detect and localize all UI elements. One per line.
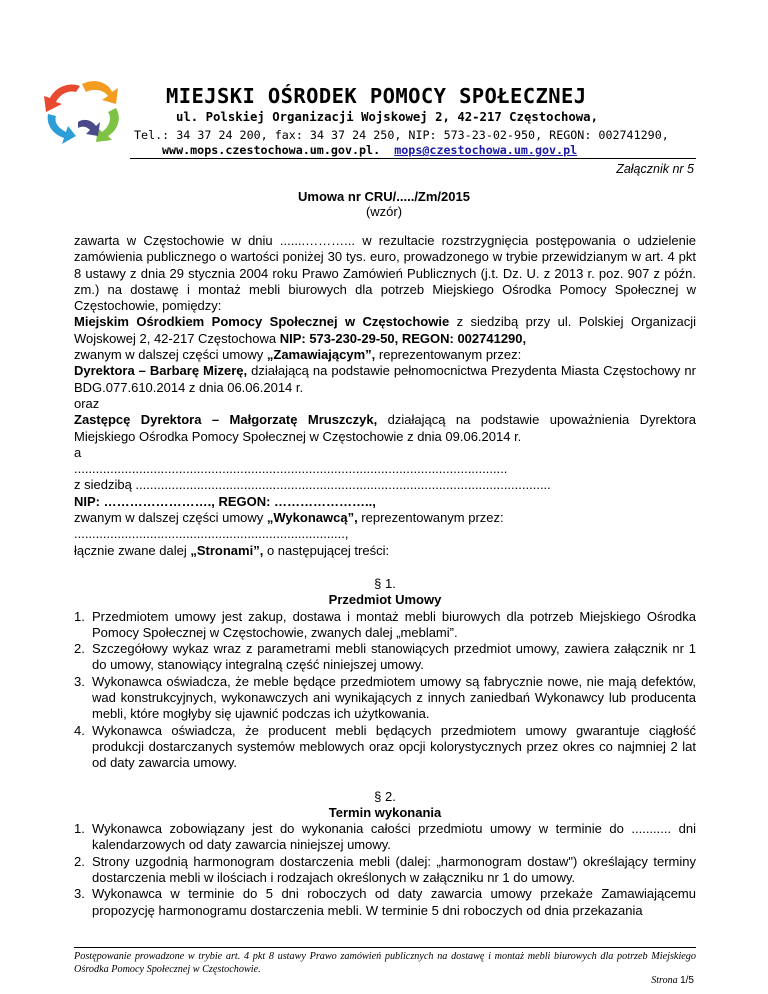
party1-name: Miejskim Ośrodkiem Pomocy Społecznej w Częstochowie xyxy=(74,314,450,330)
header-divider xyxy=(130,158,696,159)
party1-paragraph xyxy=(74,314,696,347)
list-item: 4. Wykonawca oświadcza, że producent mebli będących przedmiotem umowy gwarantuje ciągłość produkcji dostarczanych systemów meblowych oraz opcji kolorystycznych przez okres co najmniej 2 lat od daty zawarcia umowy. xyxy=(74,722,696,771)
mops-logo xyxy=(42,78,124,144)
footer-note: Postępowanie prowadzone w trybie art. 4 pkt 8 ustawy Prawo zamówień publicznych na dostawę i montaż mebli biurowych dla potrzeb Miejskiego Ośrodka Pomocy Społecznej w Częstochowie. xyxy=(74,951,696,975)
footer-divider xyxy=(74,947,696,948)
list-item: 1. Wykonawca zobowiązany jest do wykonania całości przedmiotu umowy w terminie do ........... dni kalendarzowych od daty zawarcia niniejszej umowy. xyxy=(74,821,696,853)
contract-body xyxy=(74,233,696,919)
list-item: 3. Wykonawca oświadcza, że meble będące przedmiotem umowy są fabrycznie nowe, nie mają defektów, wad konstrukcyjnych, wykonawczych ani wynikających z innych zaniedbań Wykonawcy lub producenta mebli, które mogłyby się ujawnić podczas ich użytkowania. xyxy=(74,673,696,722)
rep2-name: Zastępcę Dyrektora – Małgorzatę Mruszczyk, xyxy=(74,412,378,428)
org-contact: Tel.: 34 37 24 200, fax: 34 37 24 250, NIP: 573-23-02-950, REGON: 002741290, xyxy=(134,128,669,142)
rep1-name: Dyrektora – Barbarę Mizerę, xyxy=(74,363,248,379)
contractor-nip-regon-blank: NIP: ……………………., REGON: ………………….., xyxy=(74,493,376,509)
contract-title: Umowa nr CRU/...../Zm/2015 xyxy=(298,189,470,204)
section-title: Termin wykonania xyxy=(328,804,442,820)
rep2-paragraph: Zastępcę Dyrektora – Małgorzatę Mruszczyk, działającą na podstawie upoważnienia Dyrektora Miejskiego Ośrodka Pomocy Społecznej w Częstochowie z dnia 09.06.2014 r. xyxy=(74,412,696,444)
logo-arrow-orange xyxy=(82,81,118,104)
oraz-text: oraz xyxy=(74,395,100,411)
page-number: Strona 1/5 xyxy=(651,975,694,986)
org-web-line xyxy=(162,143,577,157)
list-item: 3. Wykonawca w terminie do 5 dni roboczych od daty zawarcia umowy przekaże Zamawiającemu propozycję harmonogramu dostarczenia mebli. W terminie 5 dni roboczych od dnia przekazania xyxy=(74,886,696,918)
org-address: ul. Polskiej Organizacji Wojskowej 2, 42-217 Częstochowa, xyxy=(176,110,598,124)
org-name: MIEJSKI OŚRODEK POMOCY SPOŁECZNEJ xyxy=(166,84,587,108)
section-items xyxy=(74,821,696,919)
jointly-text: łącznie zwane dalej „Stronami”, o następującej treści: xyxy=(74,542,390,558)
contractor-rep-blank: ..........................................................................., xyxy=(74,526,349,542)
org-email-link[interactable]: mops@czestochowa.um.gov.pl xyxy=(394,143,578,157)
list-item: 2. Szczegółowy wykaz wraz z parametrami mebli stanowiących przedmiot umowy, zawiera załącznik nr 1 do umowy, stanowiący integralną część niniejszej umowy. xyxy=(74,641,696,673)
section-items xyxy=(74,609,696,772)
party1-called: zwanym w dalszej części umowy „Zamawiającym”, reprezentowanym przez: xyxy=(74,347,522,363)
section-number: § 2. xyxy=(374,788,396,804)
section-number: § 1. xyxy=(374,575,396,591)
contractor-name-blank: ........................................................................................................................ xyxy=(74,461,508,477)
intro-paragraph: zawarta w Częstochowie w dniu .......………... w rezultacie rozstrzygnięcia postępowania o udzielenie zamówienia publicznego o wartości poniżej 30 tys. euro, prowadzonego w trybie przewidzianym w art. 4 pkt 8 ustawy z dnia 29 stycznia 2004 roku Prawo Zamówień Publicznych (j.t. Dz. U. z 2013 r. poz. 907 z późn. zm.) na dostawę i montaż mebli biurowych dla potrzeb Miejskiego Ośrodka Pomocy Społecznej w Częstochowie, pomiędzy: xyxy=(74,233,696,314)
section-title: Przedmiot Umowy xyxy=(328,592,442,608)
org-website-link[interactable]: www.mops.czestochowa.um.gov.pl. xyxy=(162,143,381,157)
contract-subtitle: (wzór) xyxy=(365,204,403,219)
list-item: 1. Przedmiotem umowy jest zakup, dostawa i montaż mebli biurowych dla potrzeb Miejskiego Ośrodka Pomocy Społecznej w Częstochowie, zwanych dalej „meblami”. xyxy=(74,608,696,640)
a-text: a xyxy=(74,444,82,460)
party1-nip-regon: NIP: 573-230-29-50, REGON: 002741290, xyxy=(279,330,527,346)
logo-arrow-blue xyxy=(48,114,76,144)
contractor-seat-blank: z siedzibą ................................................................................................................... xyxy=(74,477,551,493)
logo-arrow-navy xyxy=(78,120,100,136)
list-item: 2. Strony uzgodnią harmonogram dostarczenia mebli (dalej: „harmonogram dostaw") określający terminy dostarczenia mebli w ilościach i rodzajach określonych w załączniku nr 1 do umowy. xyxy=(74,853,696,885)
logo-arrow-red xyxy=(44,85,80,113)
annex-label: Załącznik nr 5 xyxy=(616,162,694,176)
rep1-paragraph: Dyrektora – Barbarę Mizerę, działającą na podstawie pełnomocnictwa Prezydenta Miasta Częstochowy nr BDG.077.610.2014 z dnia 06.06.2014 r. xyxy=(74,363,696,395)
party1-seat: z siedzibą przy ul. Polskiej Organizacji Wojskowej 2, 42-217 Częstochowa xyxy=(74,314,696,346)
party2-called: zwanym w dalszej części umowy „Wykonawcą”, reprezentowanym przez: xyxy=(74,510,504,526)
